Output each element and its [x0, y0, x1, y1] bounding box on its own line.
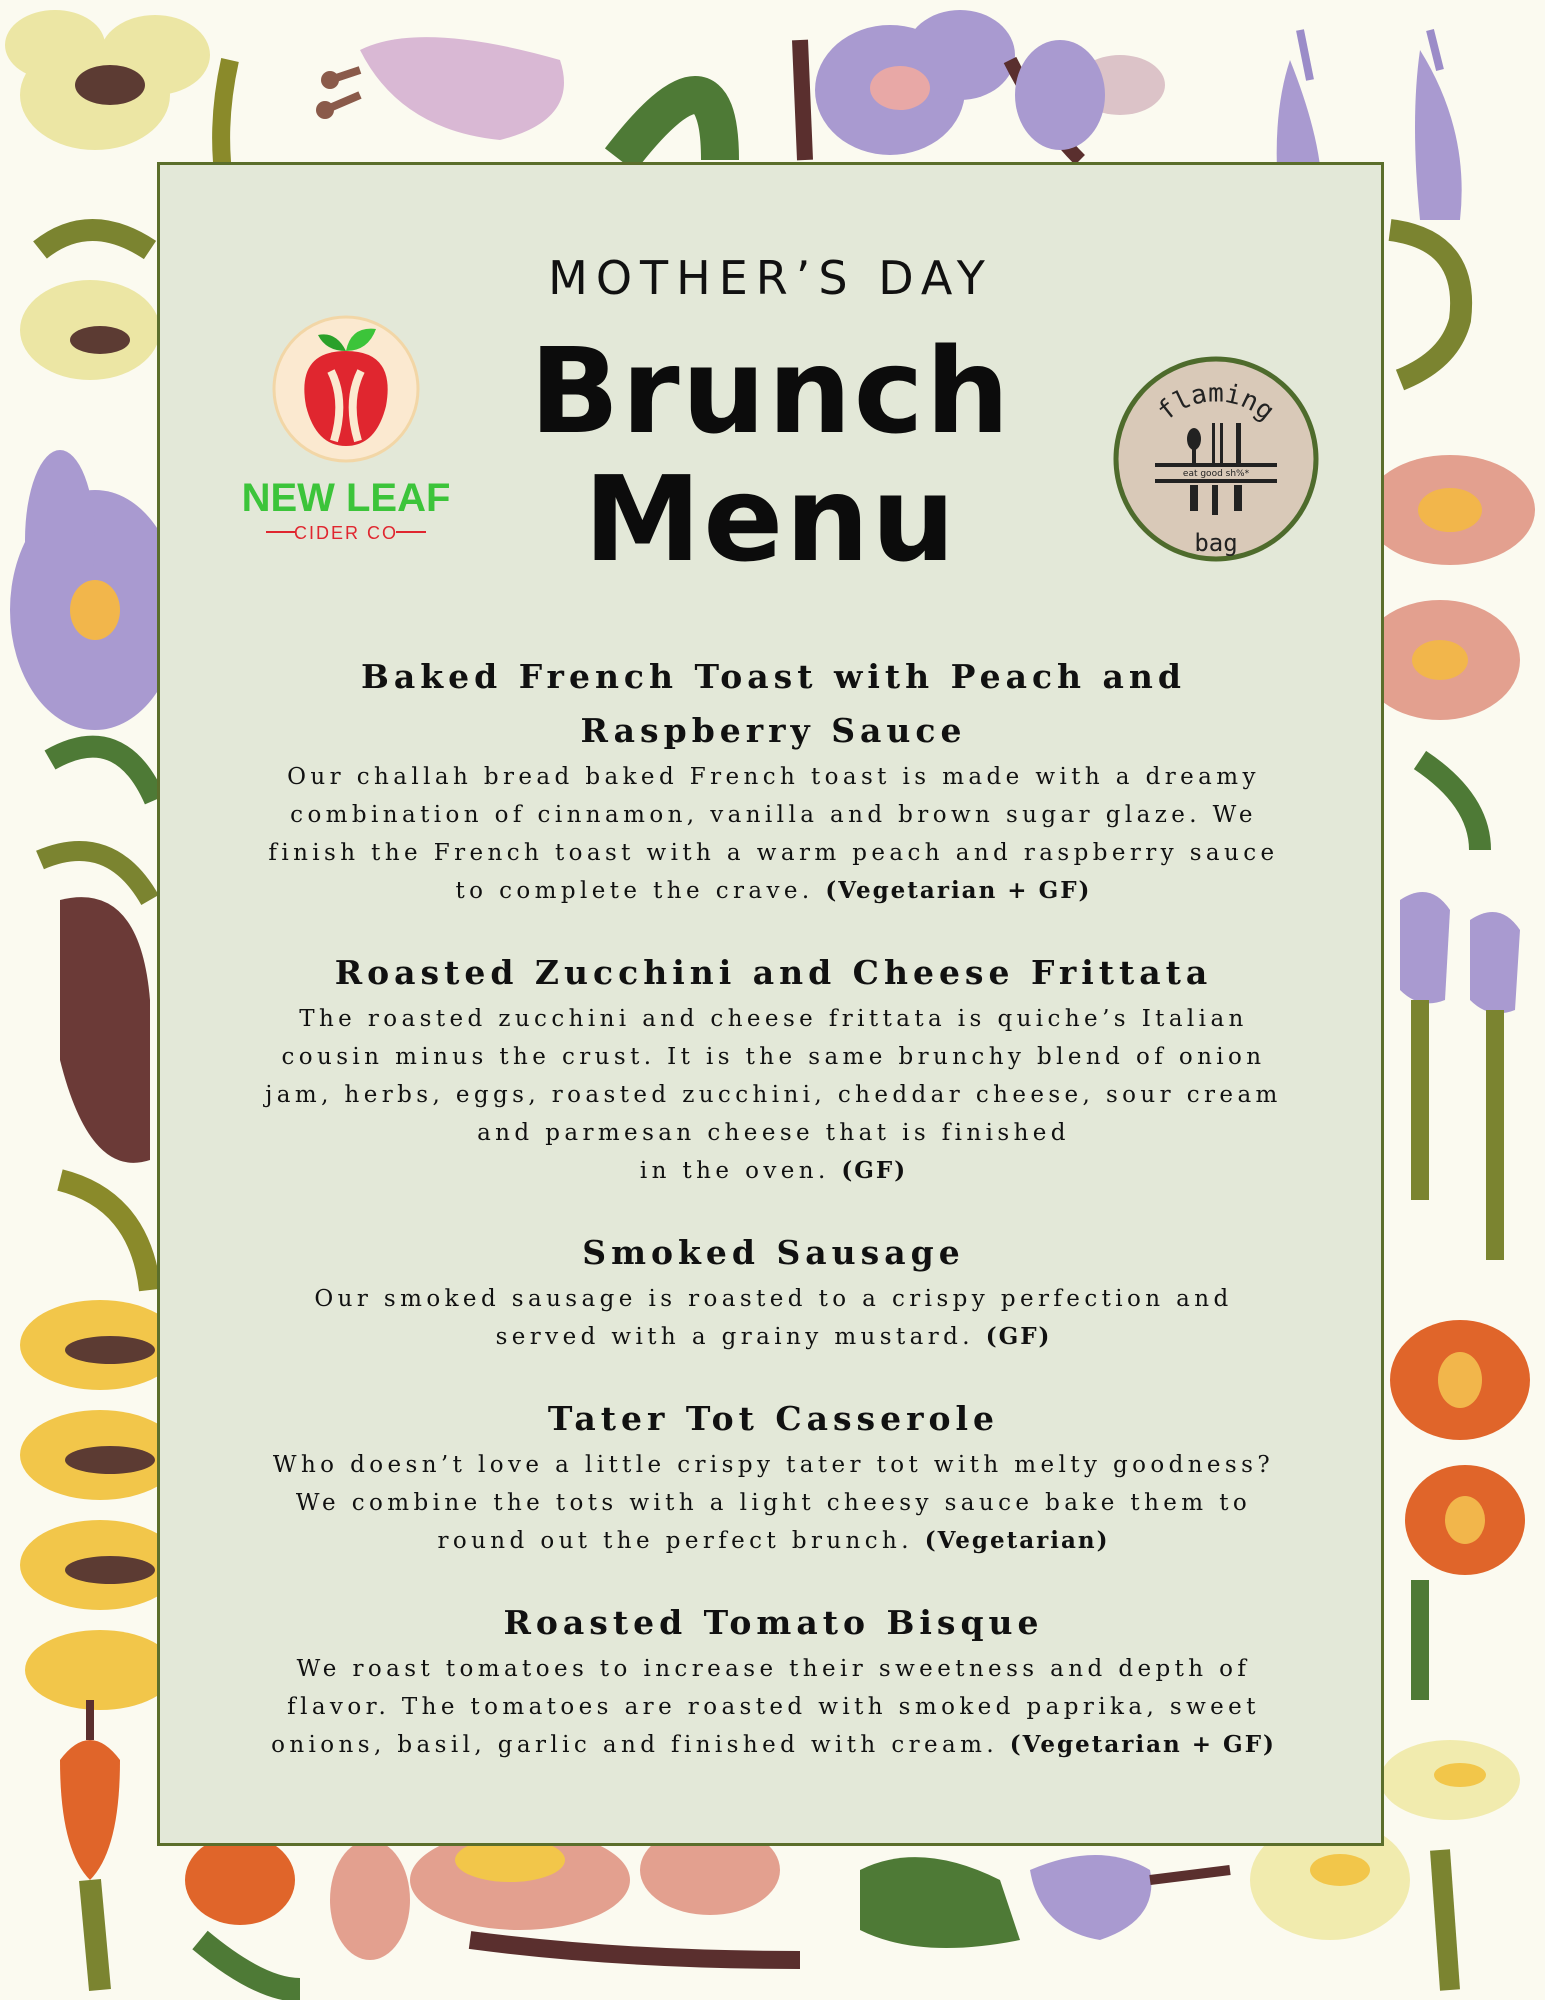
menu-item-description — [220, 758, 1327, 910]
menu-item — [220, 1226, 1327, 1356]
dietary-tag: (GF) — [985, 1323, 1052, 1350]
dietary-tag: (Vegetarian + GF) — [1009, 1731, 1276, 1758]
menu-item — [220, 1596, 1327, 1764]
description-line: Our challah bread baked French toast is made with a dreamy — [287, 764, 1260, 790]
new-leaf-subtitle: CIDER CO — [293, 523, 399, 543]
menu-item — [220, 1392, 1327, 1560]
menu-item-description — [220, 1280, 1327, 1356]
menu-list — [220, 650, 1327, 1800]
description-line: cousin minus the crust. It is the same brunchy blend of onion — [281, 1044, 1266, 1070]
description-line: flavor. The tomatoes are roasted with smoked paprika, sweet — [287, 1694, 1260, 1720]
new-leaf-cider-logo — [241, 311, 451, 561]
description-line: and parmesan cheese that is finished — [477, 1120, 1070, 1146]
description-line: We combine the tots with a light cheesy sauce bake them to — [295, 1490, 1252, 1516]
dietary-tag: (Vegetarian + GF) — [825, 877, 1092, 904]
flower-decoration — [1400, 892, 1520, 1260]
menu-item — [220, 650, 1327, 910]
description-line: to complete the crave. (Vegetarian + GF) — [455, 877, 1092, 904]
menu-item-name: Smoked Sausage — [582, 1233, 965, 1272]
dietary-tag: (Vegetarian) — [924, 1527, 1110, 1554]
description-line: served with a grainy mustard. (GF) — [495, 1323, 1052, 1350]
menu-item-description — [220, 1446, 1327, 1560]
dietary-tag: (GF) — [841, 1157, 908, 1184]
description-line: finish the French toast with a warm peach and raspberry sauce — [268, 840, 1279, 866]
flower-decoration — [10, 450, 180, 900]
flaming-bag-logo — [1110, 353, 1322, 565]
page-title-line1: Brunch — [529, 322, 1012, 460]
flaming-bag-tagline: eat good sh%* — [1182, 469, 1250, 479]
menu-item-name: Baked French Toast with Peach and Raspberry Sauce — [361, 657, 1186, 750]
menu-item-description — [220, 1650, 1327, 1764]
description-line: in the oven. (GF) — [639, 1157, 908, 1184]
flower-decoration — [60, 897, 150, 1290]
header-kicker: MOTHER’S DAY — [548, 251, 993, 305]
description-line: Our smoked sausage is roasted to a crispy perfection and — [314, 1286, 1233, 1312]
flaming-bag-top-text: flaming — [1151, 378, 1281, 427]
description-line: onions, basil, garlic and finished with cream. (Vegetarian + GF) — [271, 1731, 1276, 1758]
flower-decoration — [20, 1300, 180, 1710]
menu-item — [220, 946, 1327, 1190]
description-line: Who doesn’t love a little crispy tater tot with melty goodness? — [272, 1452, 1275, 1478]
description-line: We roast tomatoes to increase their sweetness and depth of — [296, 1656, 1251, 1682]
menu-item-name: Tater Tot Casserole — [547, 1399, 1000, 1438]
menu-item-name: Roasted Tomato Bisque — [503, 1603, 1044, 1642]
flower-decoration — [1390, 1320, 1530, 1700]
description-line: The roasted zucchini and cheese frittata is quiche’s Italian — [299, 1006, 1248, 1032]
page-title-line2: Menu — [583, 450, 958, 588]
description-line: jam, herbs, eggs, roasted zucchini, cheddar cheese, sour cream — [265, 1082, 1282, 1108]
new-leaf-name: NEW LEAF — [241, 476, 451, 520]
flower-decoration — [1360, 455, 1535, 850]
description-line: round out the perfect brunch. (Vegetarian) — [437, 1527, 1110, 1554]
flaming-bag-bottom-text: bag — [1194, 529, 1238, 557]
menu-item-name: Roasted Zucchini and Cheese Frittata — [334, 953, 1213, 992]
menu-panel — [157, 162, 1384, 1846]
flower-decoration — [800, 10, 1165, 160]
description-line: combination of cinnamon, vanilla and brown sugar glaze. We — [290, 802, 1257, 828]
menu-item-description — [220, 1000, 1327, 1190]
flower-decoration — [316, 37, 720, 160]
